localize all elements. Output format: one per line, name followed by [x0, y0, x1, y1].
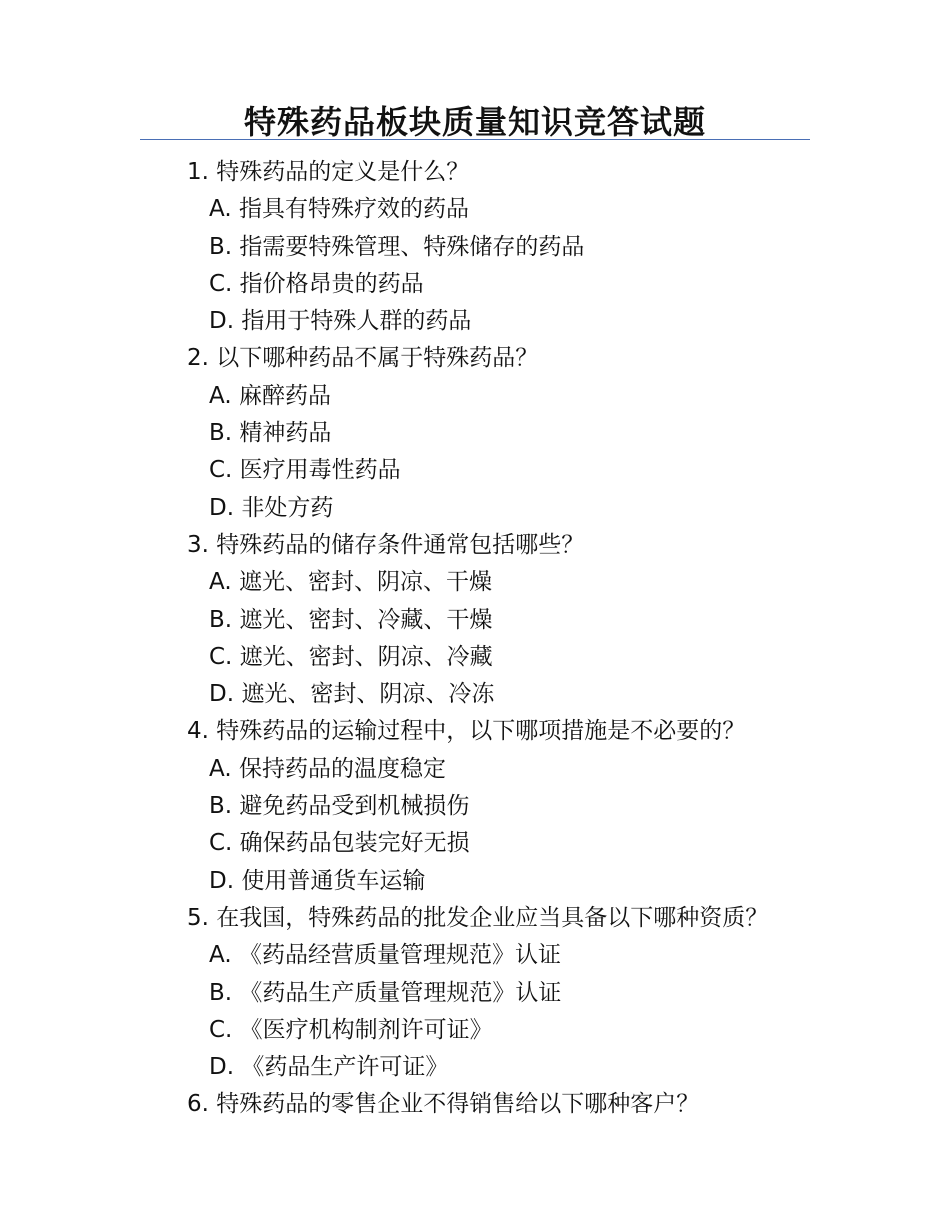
- title-underline: [140, 139, 810, 140]
- question-2-option-a: A. 麻醉药品: [209, 382, 331, 409]
- question-3: 3. 特殊药品的储存条件通常包括哪些？: [187, 531, 585, 558]
- question-4: 4. 特殊药品的运输过程中，以下哪项措施是不必要的？: [187, 718, 746, 745]
- question-list: [187, 154, 827, 1124]
- question-2: 2. 以下哪种药品不属于特殊药品？: [187, 345, 539, 372]
- question-3-option-c: C. 遮光、密封、阴凉、冷藏: [209, 643, 493, 670]
- question-3-option-b: B. 遮光、密封、冷藏、干燥: [209, 606, 493, 633]
- question-6: 6. 特殊药品的零售企业不得销售给以下哪种客户？: [187, 1091, 700, 1118]
- question-1-option-b: B. 指需要特殊管理、特殊储存的药品: [209, 233, 585, 260]
- question-5-option-d: D. 《药品生产许可证》: [209, 1054, 449, 1081]
- question-4-option-b: B. 避免药品受到机械损伤: [209, 793, 470, 820]
- question-5-option-c: C. 《医疗机构制剂许可证》: [209, 1016, 493, 1043]
- question-1-option-a: A. 指具有特殊疗效的药品: [209, 196, 469, 223]
- question-2-option-d: D. 非处方药: [209, 494, 334, 521]
- question-1: 1. 特殊药品的定义是什么？: [187, 159, 470, 185]
- question-2-option-b: B. 精神药品: [209, 420, 332, 447]
- question-3-option-a: A. 遮光、密封、阴凉、干燥: [209, 569, 492, 596]
- document-title: 特殊药品板块质量知识竞答试题: [243, 103, 706, 141]
- question-4-option-a: A. 保持药品的温度稳定: [209, 755, 446, 782]
- question-5-option-a: A. 《药品经营质量管理规范》认证: [209, 942, 561, 969]
- question-1-option-c: C. 指价格昂贵的药品: [209, 270, 424, 297]
- question-3-option-d: D. 遮光、密封、阴凉、冷冻: [209, 681, 495, 708]
- question-4-option-c: C. 确保药品包装完好无损: [209, 830, 470, 857]
- question-4-option-d: D. 使用普通货车运输: [209, 867, 426, 894]
- question-1-option-d: D. 指用于特殊人群的药品: [209, 308, 472, 335]
- question-5-option-b: B. 《药品生产质量管理规范》认证: [209, 979, 562, 1006]
- question-2-option-c: C. 医疗用毒性药品: [209, 457, 401, 484]
- question-5: 5. 在我国，特殊药品的批发企业应当具备以下哪种资质？: [187, 904, 769, 931]
